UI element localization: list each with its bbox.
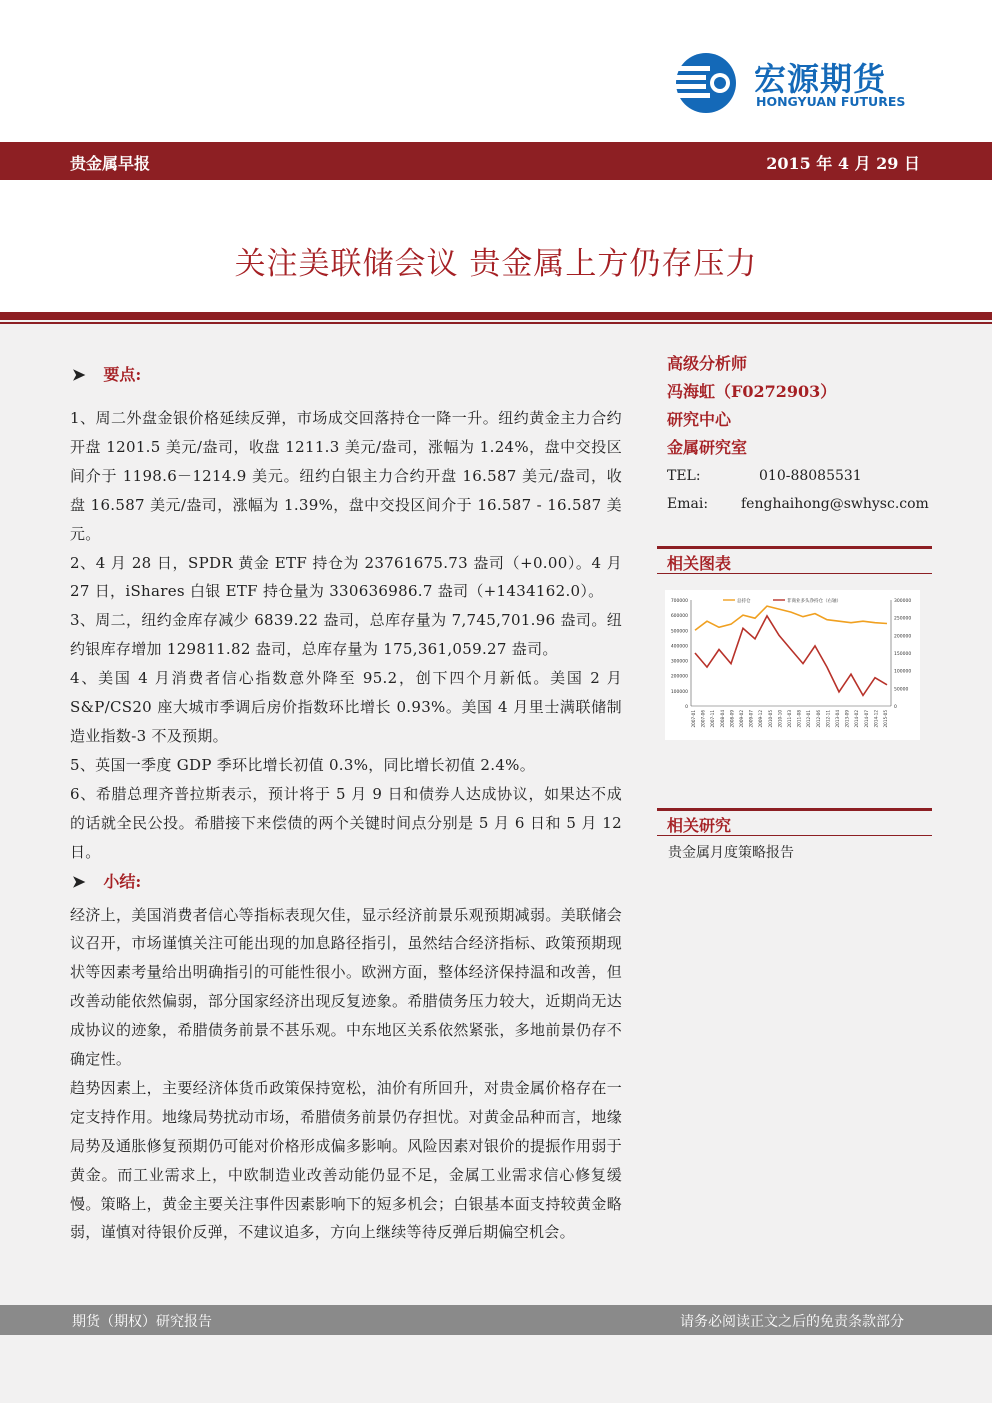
key-points-heading: ➤ 要点: xyxy=(72,365,142,384)
x-tick-label: 2009-02 xyxy=(739,710,744,728)
x-tick-label: 2010-05 xyxy=(767,710,773,728)
analyst-name: 冯海虹（F0272903） xyxy=(667,382,837,401)
report-date: 2015 年 4 月 29 日 xyxy=(766,154,920,173)
x-tick-label: 2014-02 xyxy=(854,710,860,728)
x-tick-label: 2012-01 xyxy=(806,710,812,728)
x-tick-label: 2009-12 xyxy=(758,710,764,728)
x-tick-label: 2013-04 xyxy=(835,710,840,728)
y-tick-left: 600000 xyxy=(670,614,688,620)
x-tick-label: 2009-07 xyxy=(748,710,754,728)
logo-mark-icon xyxy=(670,48,748,118)
x-tick-label: 2015-05 xyxy=(883,710,888,728)
y-tick-left: 500000 xyxy=(670,629,688,635)
y-tick-right: 50000 xyxy=(894,687,909,693)
holdings-chart xyxy=(665,590,920,740)
y-tick-left: 100000 xyxy=(670,689,688,695)
x-tick-label: 2011-03 xyxy=(787,710,792,728)
y-tick-left: 300000 xyxy=(670,659,688,665)
x-tick-label: 2011-08 xyxy=(796,710,802,728)
tel-label: TEL: xyxy=(667,468,701,484)
series-line xyxy=(695,616,887,696)
x-tick-label: 2007-01 xyxy=(691,710,696,728)
page-title: 关注美联储会议 贵金属上方仍存压力 xyxy=(234,246,758,282)
tel-row xyxy=(667,462,937,490)
analyst-role: 高级分析师 xyxy=(667,354,748,373)
logo-text-cn: 宏源期货 xyxy=(754,60,887,98)
page-header xyxy=(0,0,992,142)
page-footer xyxy=(0,1305,992,1335)
key-point-3: 3、周二，纽约金库存减少 6839.22 盎司，总库存量为 7,745,701.96 盎司。纽约银库存增加 129811.82 盎司，总库存量为 175,361,059.27 盎司。 xyxy=(70,611,622,659)
arrow-icon: ➤ xyxy=(72,365,86,384)
y-tick-left: 700000 xyxy=(670,599,688,604)
email-label: Emai: xyxy=(667,496,709,512)
title-box xyxy=(0,180,992,312)
divider xyxy=(0,322,992,324)
tel-value: 010-88085531 xyxy=(759,468,862,484)
x-tick-label: 2013-09 xyxy=(844,710,850,728)
y-tick-left: 0 xyxy=(685,705,688,710)
footer-left: 期货（期权）研究报告 xyxy=(72,1314,212,1330)
key-point-6: 6、希腊总理齐普拉斯表示，预计将于 5 月 9 日和债券人达成协议，如果达不成的话就全民公投。希腊接下来偿债的两个关键时间点分别是 5 月 6 日和 5 月 12 日。 xyxy=(70,784,622,861)
logo-text-en: HONGYUAN FUTURES xyxy=(756,94,906,109)
x-tick-label: 2010-10 xyxy=(777,710,783,728)
arrow-icon: ➤ xyxy=(72,871,86,891)
y-tick-right: 0 xyxy=(894,705,897,710)
x-tick-label: 2014-12 xyxy=(873,710,879,728)
x-tick-label: 2012-11 xyxy=(825,710,831,728)
report-bar xyxy=(0,142,992,180)
department: 研究中心 xyxy=(667,410,732,429)
sidebar xyxy=(667,350,937,518)
x-tick-label: 2007-11 xyxy=(710,710,716,728)
y-tick-right: 200000 xyxy=(894,634,912,640)
y-tick-right: 150000 xyxy=(894,652,912,657)
y-tick-left: 400000 xyxy=(670,644,688,650)
x-tick-label: 2008-04 xyxy=(719,710,725,728)
summary-paragraph-2: 趋势因素上，主要经济体货币政策保持宽松，油价有所回升，对贵金属价格存在一定支持作用。地缘局势扰动市场，希腊债务前景仍存担忧。对黄金品种而言，地缘局势及通胀修复预期仍可能对价格形成偏多影响。风险因素对银价的提振作用弱于黄金。而工业需求上，中欧制造业改善动能仍显不足，金属工业需求信心修复缓慢。策略上，黄金主要关注事件因素影响下的短多机会；白银基本面支持较黄金略弱，谨慎对待银价反弹，不建议追多，方向上继续等待反弹后期偏空机会。 xyxy=(70,1078,622,1242)
divider xyxy=(0,312,992,320)
x-tick-label: 2012-06 xyxy=(815,710,821,728)
summary-paragraph-1: 经济上，美国消费者信心等指标表现欠佳，显示经济前景乐观预期减弱。美联储会议召开，市场谨慎关注可能出现的加息路径指引，虽然结合经济指标、政策预期现状等因素考量给出明确指引的可能性很小。欧洲方面，整体经济保持温和改善，但改善动能依然偏弱，部分国家经济出现反复迹象。希腊债务压力较大，近期尚无达成协议的迹象，希腊债务前景不甚乐观。中东地区关系依然紧张，多地前景仍存不确定性。 xyxy=(70,905,622,1069)
x-tick-label: 2007-06 xyxy=(700,710,706,728)
y-tick-left: 200000 xyxy=(670,674,688,680)
key-point-2: 2、4 月 28 日，SPDR 黄金 ETF 持仓为 23761675.73 盎司（+0.00）。4 月 27 日，iShares 白银 ETF 持仓量为 330636986.7 盎司（+1434162.0）。 xyxy=(70,553,622,601)
key-point-5: 5、英国一季度 GDP 季环比增长初值 0.3%，同比增长初值 2.4%。 xyxy=(70,755,536,774)
email-value[interactable]: fenghaihong@swhysc.com xyxy=(741,496,929,512)
sub-department: 金属研究室 xyxy=(667,438,748,457)
main-content xyxy=(70,356,622,1247)
research-link[interactable]: 贵金属月度策略报告 xyxy=(668,845,794,861)
footer-right: 请务必阅读正文之后的免责条款部分 xyxy=(680,1314,904,1330)
summary-heading: ➤ 小结: xyxy=(72,871,142,891)
email-row xyxy=(667,490,937,518)
y-tick-right: 250000 xyxy=(894,616,912,622)
y-tick-right: 300000 xyxy=(894,599,912,604)
research-heading: 相关研究 xyxy=(657,808,932,836)
legend-label: 非商业多头净持仓（右轴） xyxy=(787,599,841,604)
chart-svg xyxy=(665,590,920,740)
x-tick-label: 2008-09 xyxy=(729,710,735,728)
report-type: 贵金属早报 xyxy=(70,154,151,173)
key-point-4: 4、美国 4 月消费者信心指数意外降至 95.2，创下四个月新低。美国 2 月 S&P/CS20 座大城市季调后房价指数环比增长 0.93%。美国 4 月里士满联储制造业指数-3 不及预期。 xyxy=(70,669,622,745)
y-tick-right: 100000 xyxy=(894,669,912,675)
x-tick-label: 2014-07 xyxy=(863,710,869,728)
series-line xyxy=(695,606,887,630)
logo xyxy=(670,48,930,118)
chart-heading: 相关图表 xyxy=(657,546,932,574)
key-point-1: 1、周二外盘金银价格延续反弹，市场成交回落持仓一降一升。纽约黄金主力合约开盘 1201.5 美元/盎司，收盘 1211.3 美元/盎司，涨幅为 1.24%，盘中交投区间介于 1198.6－1214.9 美元。纽约白银主力合约开盘 16.587 美元/盎司，收盘 16.587 美元/盎司，涨幅为 1.39%，盘中交投区间介于 16.587 - 16.587 美元。 xyxy=(70,409,622,543)
legend-label: 总持仓 xyxy=(737,599,751,604)
